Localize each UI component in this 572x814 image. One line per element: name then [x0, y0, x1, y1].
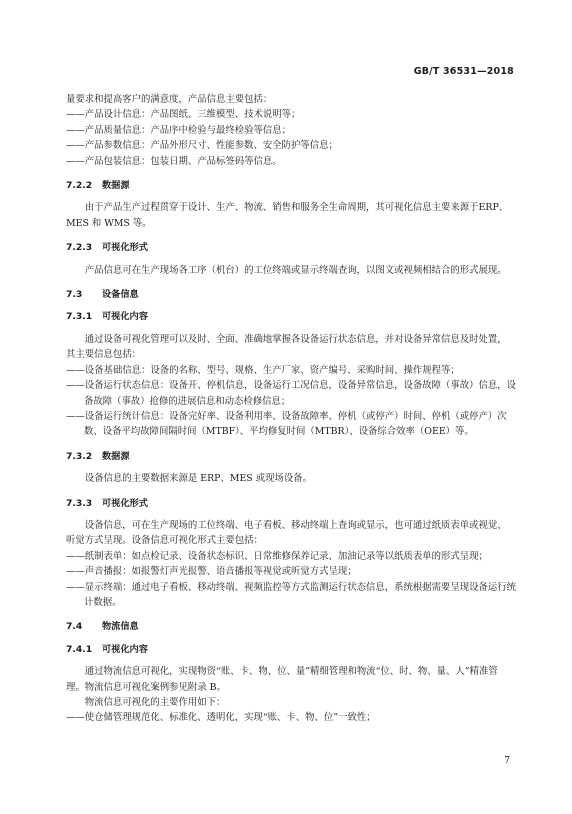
list-item: ——显示终端：通过电子看板、移动终端、视频监控等方式监测运行状态信息，系统根据需要呈现设备运行统计数据。: [66, 581, 517, 608]
section-title: 设备信息: [102, 289, 139, 301]
list-item: ——使仓储管理规范化、标准化、透明化，实现“账、卡、物、位”一致性；: [66, 712, 376, 724]
section-title: 可视化形式: [102, 497, 148, 509]
section-title: 数据源: [102, 450, 130, 462]
list-item: ——产品设计信息：产品图纸、三维模型、技术说明等；: [66, 109, 301, 121]
section-heading-7-2-2: [66, 178, 516, 193]
section-title: 数据源: [102, 180, 130, 192]
list-item: ——产品包装信息：包装日期、产品标签码等信息。: [66, 155, 282, 167]
section-title: 可视化内容: [102, 643, 148, 655]
section-heading-7-3-3: [66, 496, 516, 511]
paragraph: 设备信息的主要数据来源是 ERP、MES 或现场设备。: [84, 473, 312, 485]
paragraph: 产品信息可在生产现场各工序（机台）的工位终端或显示终端查询，以图文或视频相结合的形式展现。: [84, 264, 507, 276]
list-item: ——纸制表单：如点检记录、设备状态标识、日常维修保养记录、加油记录等以纸质表单的形式呈现；: [66, 550, 488, 562]
section-number: 7.2.3: [66, 242, 93, 254]
section-heading-7-3-1: [66, 309, 516, 324]
section-title: 可视化内容: [102, 311, 148, 323]
section-heading-7-4-1: [66, 642, 516, 657]
section-heading-7-3: [66, 287, 516, 302]
section-heading-7-2-3: [66, 240, 516, 255]
page-number: 7: [504, 756, 510, 766]
paragraph: 通过物流信息可视化，实现物资“账、卡、物、位、量”精细管理和物流“位、时、物、量、人”精准管理。物流信息可视化案例参见附录 B。: [66, 666, 498, 693]
paragraph: 设备信息，可在生产现场的工位终端、电子看板、移动终端上查询或显示，也可通过纸质表单或视觉、听觉方式呈现。设备信息可视化形式主要包括：: [66, 519, 507, 547]
list-item: ——产品质量信息：产品序中检验与最终检验等信息；: [66, 124, 292, 136]
section-title: 物流信息: [102, 621, 139, 633]
list-item: ——设备运行状态信息：设备开、停机信息，设备运行工况信息，设备异常信息，设备故障（事故）信息，设备故障（事故）抢修的进展信息和动态检修信息；: [66, 380, 517, 407]
paragraph: 通过设备可视化管理可以及时、全面、准确地掌握各设备运行状态信息，并对设备异常信息及时处置，其主要信息包括：: [66, 333, 507, 361]
section-number: 7.2.2: [66, 180, 93, 192]
section-number: 7.3.2: [66, 450, 93, 462]
list-item: ——产品参数信息：产品外形尺寸、性能参数、安全防护等信息；: [66, 140, 338, 152]
list-item: ——声音播报：如报警灯声光报警、语音播报等视觉或听觉方式呈现；: [66, 566, 357, 578]
section-number: 7.3.3: [66, 497, 93, 509]
section-number: 7.3.1: [66, 311, 93, 323]
section-heading-7-4: [66, 619, 516, 634]
list-item: ——设备基础信息：设备的名称、型号、规格、生产厂家、资产编号、采购时间、操作规程等；: [66, 364, 460, 376]
page-body: [66, 92, 516, 726]
section-title: 可视化形式: [102, 242, 148, 254]
intro-paragraph: 量要求和提高客户的满意度，产品信息主要包括：: [66, 94, 273, 105]
section-number: 7.4.1: [66, 643, 93, 655]
section-number: 7.4: [66, 621, 83, 633]
standard-code-header: GB/T 36531—2018: [413, 66, 514, 77]
paragraph: 由于产品生产过程贯穿于设计、生产、物流、销售和服务全生命周期，其可视化信息主要来源于ERP、MES 和 WMS 等。: [66, 202, 509, 229]
section-number: 7.3: [66, 289, 83, 301]
list-item: ——设备运行统计信息：设备完好率、设备利用率、设备故障率、停机（或停产）时间、停机（或停产）次数、设备平均故障间隔时间（MTBF）、平均修复时间（MTBR）、设备综合效率（OEE）等。: [66, 410, 507, 438]
paragraph: 物流信息可视化的主要作用如下：: [84, 697, 226, 708]
section-heading-7-3-2: [66, 449, 516, 464]
